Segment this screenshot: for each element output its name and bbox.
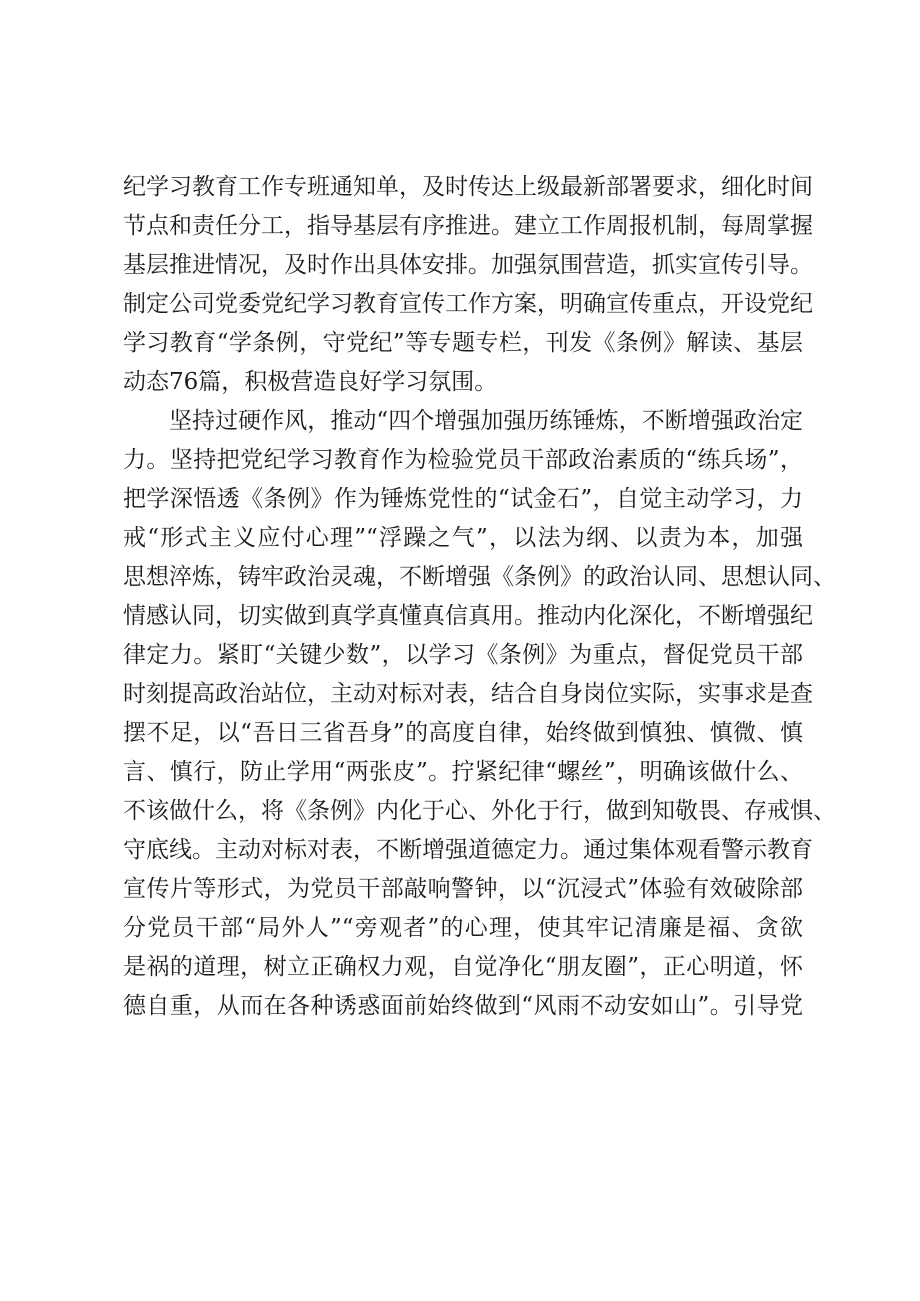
- text-line: 律定力。紧盯“关键少数”，以学习《条例》为重点，督促党员干部: [123, 642, 803, 668]
- text-line: 基层推进情况，及时作出具体安排。加强氛围营造，抓实宣传引导。: [123, 252, 813, 278]
- text-line: 力。坚持把党纪学习教育作为检验党员干部政治素质的“练兵场”，: [123, 447, 803, 473]
- text-line: 节点和责任分工，指导基层有序推进。建立工作周报机制，每周掌握: [123, 213, 813, 239]
- text-line: 学习教育“学条例，守党纪”等专题专栏，刊发《条例》解读、基层: [123, 330, 803, 356]
- text-line: 把学深悟透《条例》作为锤炼党性的“试金石”，自觉主动学习，力: [123, 486, 803, 512]
- text-line: 动态76篇，积极营造良好学习氛围。: [123, 369, 498, 395]
- text-line: 时刻提高政治站位，主动对标对表，结合自身岗位实际，实事求是查: [123, 681, 813, 707]
- text-line: 戒“形式主义应付心理”“浮躁之气”，以法为纲、以责为本，加强: [123, 525, 803, 551]
- text-line: 不该做什么，将《条例》内化于心、外化于行，做到知敬畏、存戒惧、: [123, 798, 836, 824]
- text-line: 制定公司党委党纪学习教育宣传工作方案，明确宣传重点，开设党纪: [123, 291, 813, 317]
- text-line: 德自重，从而在各种诱惑面前始终做到“风雨不动安如山”。引导党: [123, 993, 803, 1019]
- text-line: 守底线。主动对标对表，不断增强道德定力。通过集体观看警示教育: [123, 837, 813, 863]
- text-line: 思想淬炼，铸牢政治灵魂，不断增强《条例》的政治认同、思想认同、: [123, 564, 836, 590]
- paragraph-2: [123, 402, 836, 1026]
- text-line: 言、慎行，防止学用“两张皮”。拧紧纪律“螺丝”，明确该做什么、: [123, 759, 803, 785]
- text-line: 情感认同，切实做到真学真懂真信真用。推动内化深化，不断增强纪: [123, 603, 813, 629]
- document-body: [123, 168, 836, 1026]
- text-line: 摆不足，以“吾日三省吾身”的高度自律，始终做到慎独、慎微、慎: [123, 720, 803, 746]
- text-line: 分党员干部“局外人”“旁观者”的心理，使其牢记清廉是福、贪欲: [123, 915, 803, 941]
- paragraph-1: [123, 168, 813, 402]
- text-line: 坚持过硬作风，推动“四个增强加强历练锤炼，不断增强政治定: [169, 408, 803, 434]
- text-line: 是祸的道理，树立正确权力观，自觉净化“朋友圈”，正心明道，怀: [123, 954, 803, 980]
- text-line: 纪学习教育工作专班通知单，及时传达上级最新部署要求，细化时间: [123, 174, 813, 200]
- text-line: 宣传片等形式，为党员干部敲响警钟，以“沉浸式”体验有效破除部: [123, 876, 803, 902]
